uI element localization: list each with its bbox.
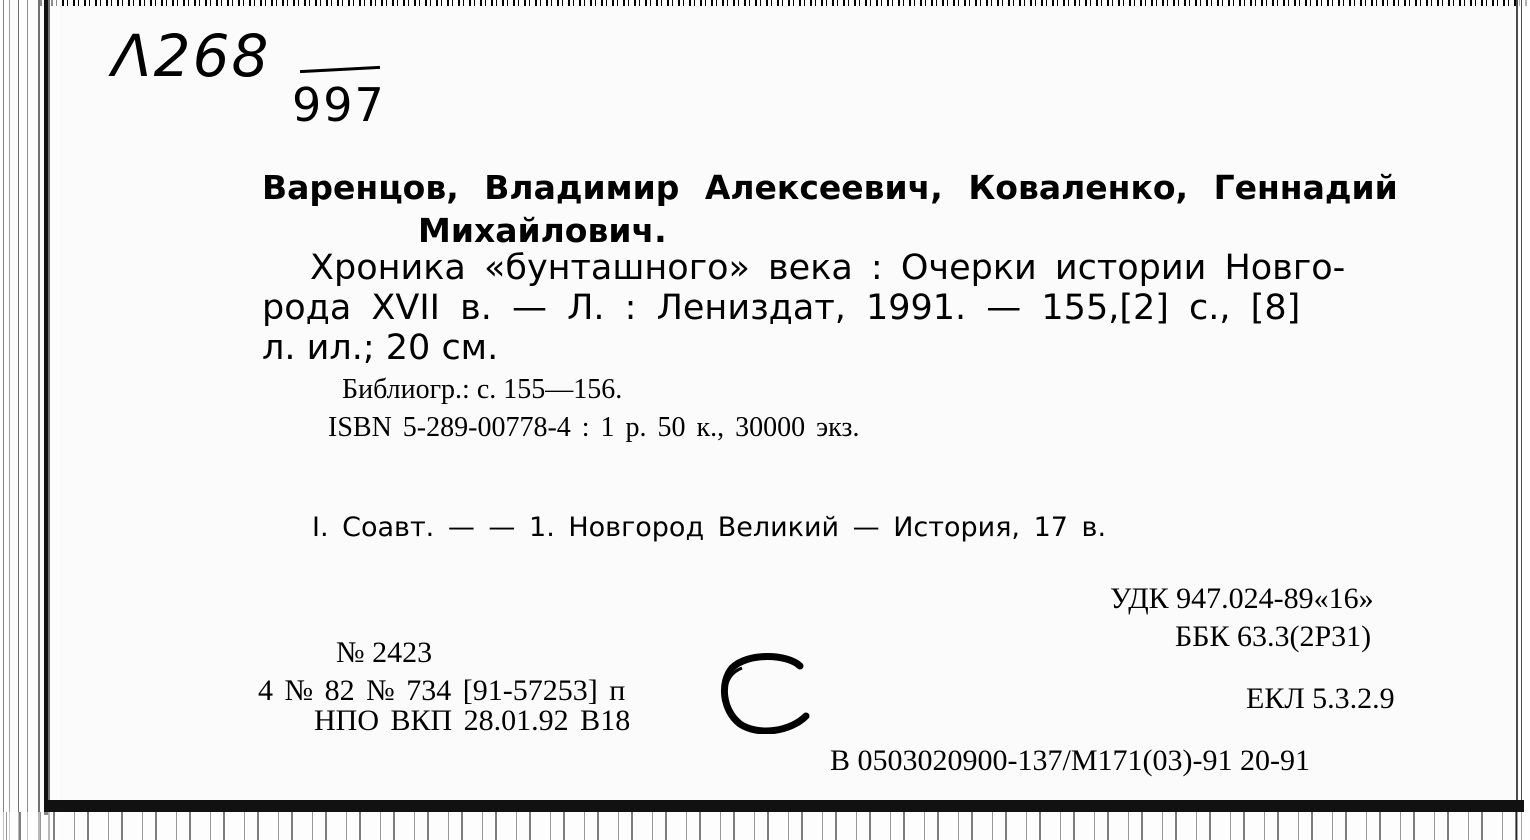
authors-line-2: Михайлович. [418,211,667,250]
card-left-noise [0,0,60,840]
subject-headings: I. Соавт. — — 1. Новгород Великий — История, 17 в. [312,512,1107,543]
title-line-3: л. ил.; 20 см. [262,328,499,368]
npo-line: НПО ВКП 28.01.92 В18 [314,704,631,737]
handwritten-fraction-denominator: 997 [292,78,386,132]
registry-number: № 2423 [336,636,433,669]
publication-code: В 0503020900-137/М171(03)-91 20-91 [830,744,1310,777]
title-line-1: Хроника «бунташного» века : Очерки истории Новго- [310,248,1346,288]
order-line: 4 № 82 № 734 [91-57253] п [258,674,626,707]
udk-code: УДК 947.024-89«16» [1110,582,1374,615]
handwritten-fraction-line [300,66,380,73]
title-line-2: рода XVII в. — Л. : Лениздат, 1991. — 155,[2] с., [8] [262,288,1301,328]
handwritten-call-number: Λ268 [112,22,271,90]
card-bottom-noise [0,812,1530,840]
card-right-edge [1516,0,1530,840]
authors-line-1: Варенцов, Владимир Алексеевич, Коваленко, Геннадий [262,168,1398,207]
card-bottom-border [44,800,1524,812]
punch-hole-stamp-icon [718,652,814,734]
isbn-line: ISBN 5-289-00778-4 : 1 р. 50 к., 30000 экз. [328,412,860,443]
card-left-border [44,0,48,815]
bibliography-note: Библиогр.: с. 155—156. [342,374,623,405]
card-top-edge [40,0,1530,6]
ekl-code: ЕКЛ 5.3.2.9 [1246,682,1395,715]
bbk-code: ББК 63.3(2Р31) [1175,620,1372,653]
